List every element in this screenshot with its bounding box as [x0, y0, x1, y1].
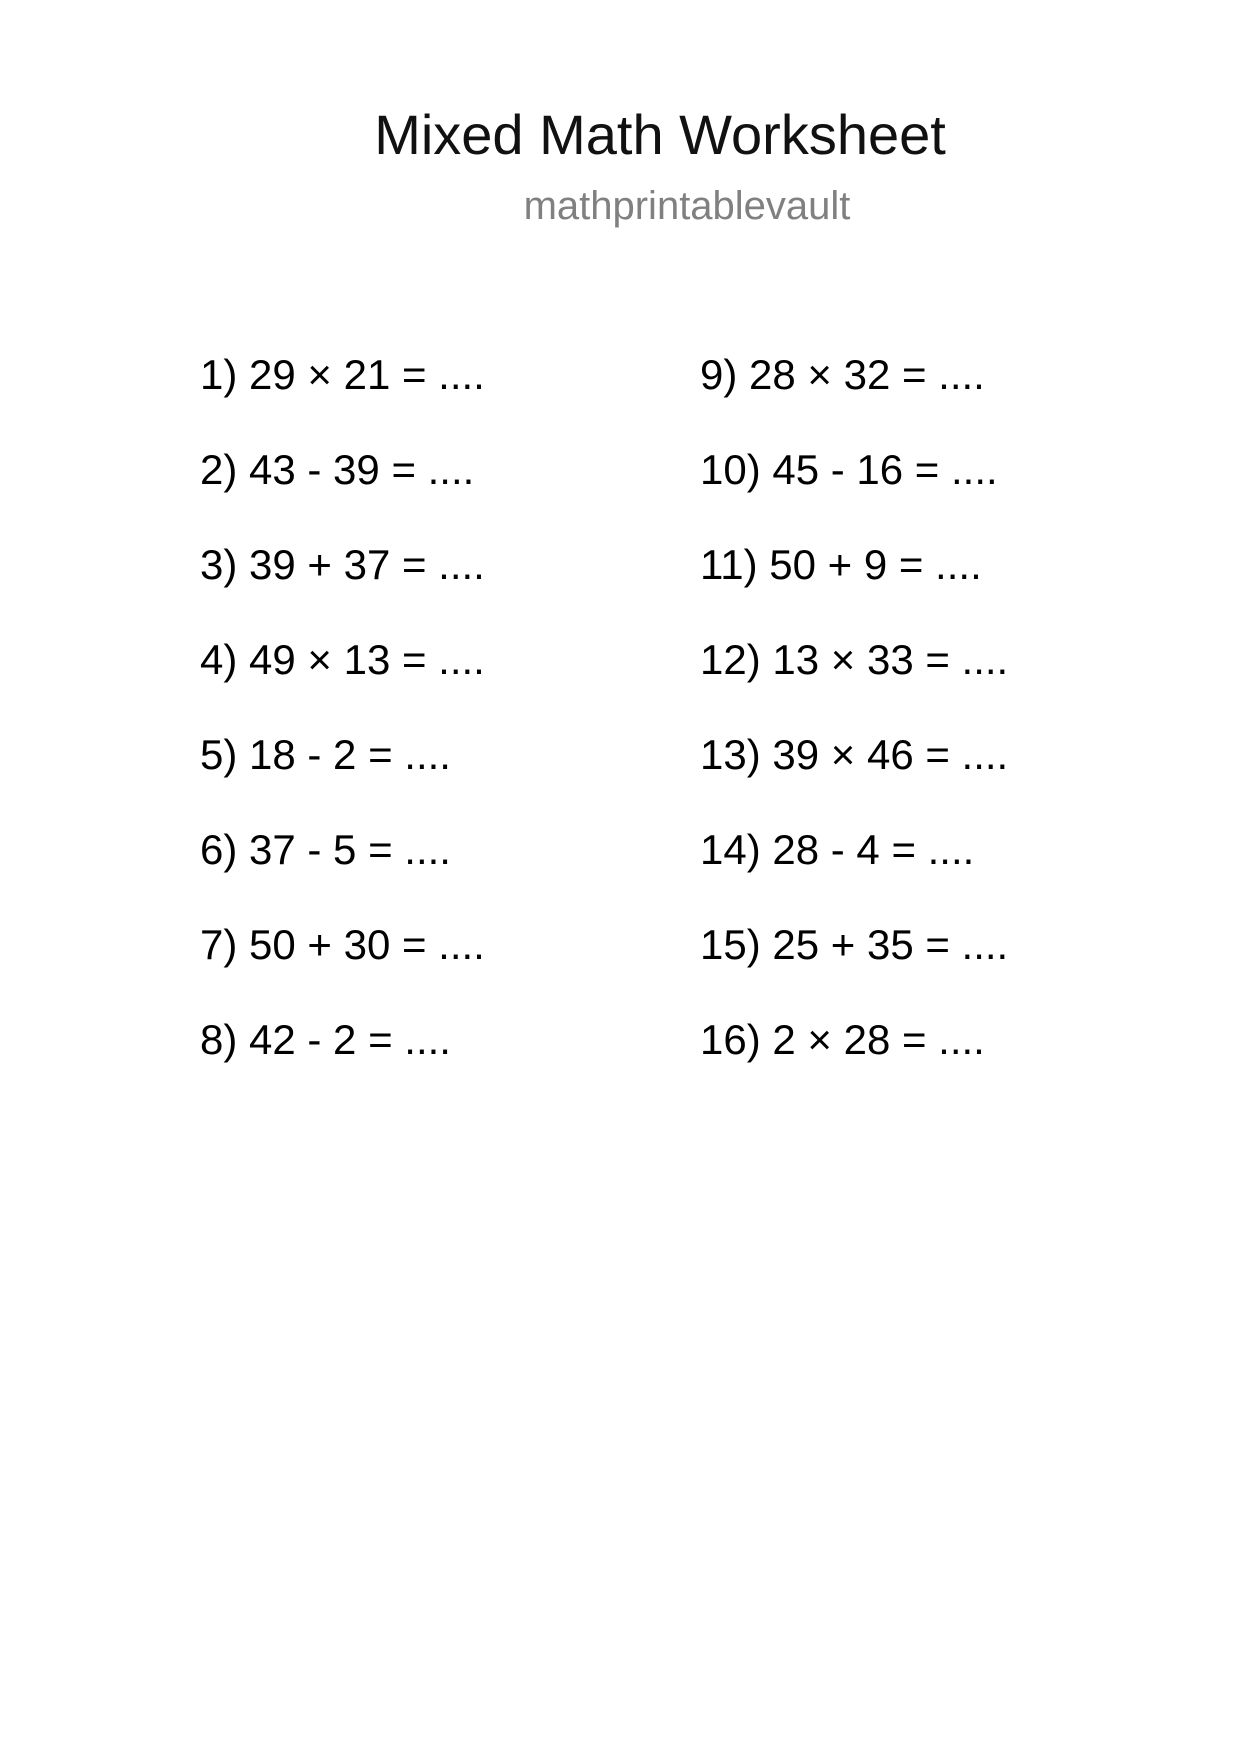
page-subtitle: mathprintablevault: [523, 184, 851, 228]
problem-13: 13) 39 × 46 = ....: [700, 731, 1009, 778]
problem-4: 4) 49 × 13 = ....: [200, 636, 485, 683]
problem-9: 9) 28 × 32 = ....: [700, 351, 985, 398]
problem-11: 11) 50 + 9 = ....: [700, 541, 982, 588]
problem-2: 2) 43 - 39 = ....: [200, 446, 475, 493]
problem-5: 5) 18 - 2 = ....: [200, 731, 451, 778]
problem-16: 16) 2 × 28 = ....: [700, 1016, 985, 1063]
problem-1: 1) 29 × 21 = ....: [200, 351, 485, 398]
problem-15: 15) 25 + 35 = ....: [700, 921, 1009, 968]
problems-left-column: [200, 350, 485, 1110]
problem-14: 14) 28 - 4 = ....: [700, 826, 975, 873]
problem-10: 10) 45 - 16 = ....: [700, 446, 998, 493]
page-title: Mixed Math Worksheet: [374, 103, 946, 166]
problem-8: 8) 42 - 2 = ....: [200, 1016, 451, 1063]
problem-3: 3) 39 + 37 = ....: [200, 541, 485, 588]
problem-6: 6) 37 - 5 = ....: [200, 826, 451, 873]
problem-12: 12) 13 × 33 = ....: [700, 636, 1009, 683]
problems-right-column: [700, 350, 1008, 1110]
problem-7: 7) 50 + 30 = ....: [200, 921, 485, 968]
